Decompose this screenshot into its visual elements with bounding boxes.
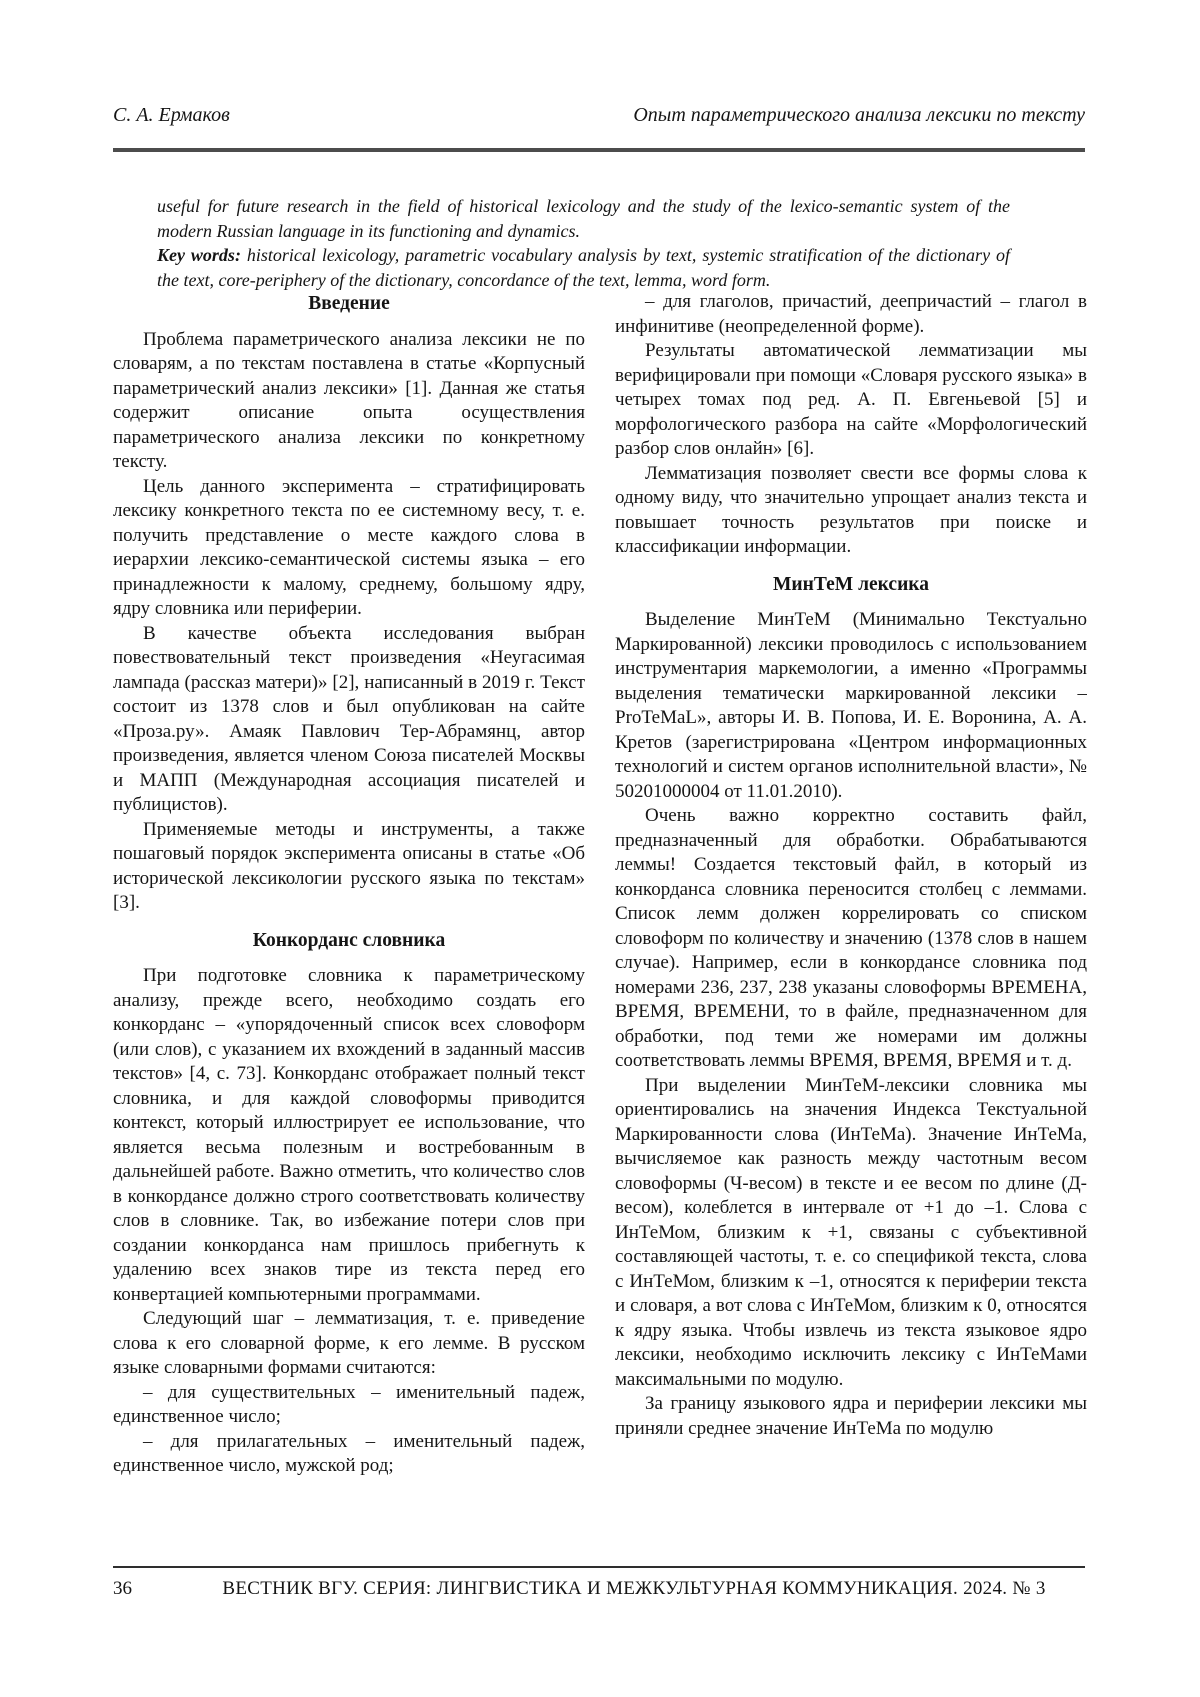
right-column xyxy=(615,290,1087,1476)
list-item-paragraph: – для существительных – именительный падеж, единственное число; xyxy=(113,1381,585,1427)
paragraph: Цель данного эксперимента – стратифицировать лексику конкретного текста по ее системному весу, т. е. получить представление о месте каждого слова в иерархии лексико-семантической системы языка – его принадлежности к малому, среднему, большому ядру, ядру словника или периферии. xyxy=(113,475,585,619)
abstract-block xyxy=(157,194,1010,292)
paragraph: Лемматизация позволяет свести все формы слова к одному виду, что значительно упрощает анализ текста и повышает точность результатов при поиске и классификации информации. xyxy=(615,462,1087,557)
paragraph: Применяемые методы и инструменты, а также пошаговый порядок эксперимента описаны в статье «Об исторической лексикологии русского языка по текстам» [3]. xyxy=(113,818,585,913)
keywords-paragraph xyxy=(157,243,1010,292)
abstract-continuation: useful for future research in the field of historical lexicology and the study of the lexico-semantic system of the modern Russian language in its functioning and dynamics. xyxy=(157,196,1010,241)
paragraph: При выделении МинТеМ-лексики словника мы ориентировались на значения Индекса Текстуальной Маркированности слова (ИнТеМа). Значение ИнТеМа, вычисляемое как разность между частотным весом словоформы (Ч-весом) в тексте и ее весом по длине (Д-весом), колеблется в интервале от +1 до –1. Слова с ИнТеМом, близким к +1, связаны с субъективной составляющей частоты, т. е. со спецификой текста, слова с ИнТеМом, близким к –1, относятся к периферии текста и словаря, а вот слова с ИнТеМом, близким к 0, относятся к ядру языка. Чтобы извлечь из текста языковое ядро лексики, необходимо исключить лексику с ИнТеМами максимальными по модулю. xyxy=(615,1074,1087,1390)
paragraph: Следующий шаг – лемматизация, т. е. приведение слова к его словарной форме, к его лемме. В русском языке словарными формами считаются: xyxy=(113,1308,585,1378)
keywords-label: Key words: xyxy=(157,245,241,265)
page-footer xyxy=(113,1578,1085,1600)
page-number: 36 xyxy=(113,1578,132,1599)
running-header xyxy=(113,104,1085,127)
two-column-body xyxy=(113,290,1087,1476)
list-item-paragraph: – для глаголов, причастий, деепричастий – глагол в инфинитиве (неопределенной форме). xyxy=(615,291,1087,337)
paragraph: Выделение МинТеМ (Минимально Текстуально Маркированной) лексики проводилось с использованием инструментария маркемологии, а именно «Программы выделения тематически маркированной лексики – ProTeMaL», авторы И. В. Попова, И. Е. Воронина, А. А. Кретов (зарегистрирована «Центром информационных технологий и систем органов исполнительной власти», № 50201000004 от 11.01.2010). xyxy=(615,609,1087,802)
paragraph: За границу языкового ядра и периферии лексики мы приняли среднее значение ИнТеМа по модулю xyxy=(615,1393,1087,1439)
list-item-paragraph: – для прилагательных – именительный падеж, единственное число, мужской род; xyxy=(113,1430,585,1476)
keywords-text: historical lexicology, parametric vocabulary analysis by text, systemic stratification of the dictionary of the text, core-periphery of the dictionary, concordance of the text, lemma, word form. xyxy=(157,245,1010,290)
header-running-title: Опыт параметрического анализа лексики по тексту xyxy=(633,104,1085,126)
section-heading-konkordans: Конкорданс словника xyxy=(252,929,446,951)
left-column xyxy=(113,290,585,1476)
paragraph: При подготовке словника к параметрическому анализу, прежде всего, необходимо создать его конкорданс – «упорядоченный список всех словоформ (или слов), с указанием их вхождений в заданный массив текстов» [4, с. 73]. Конкорданс отображает полный текст словника, и для каждой словоформы приводится контекст, который иллюстрирует ее использование, что является весьма полезным и востребованным в дальнейшей работе. Важно отметить, что количество слов в конкордансе должно строго соответствовать количеству слов в словнике. Так, во избежание потери слов при создании конкорданса нам пришлось прибегнуть к удалению всех знаков тире из текста перед его конвертацией компьютерными программами. xyxy=(113,965,585,1305)
paragraph: Очень важно корректно составить файл, предназначенный для обработки. Обрабатываются леммы! Создается текстовый файл, в который из конкорданса словника переносится столбец с леммами. Список лемм должен коррелировать со списком словоформ по количеству и значению (1378 слов в нашем случае). Например, если в конкордансе словника под номерами 236, 237, 238 указаны словоформы ВРЕМЕНА, ВРЕМЯ, ВРЕМЕНИ, то в файле, предназначенном для обработки, под теми же номерами им должны соответствовать леммы ВРЕМЯ, ВРЕМЯ, ВРЕМЯ и т. д. xyxy=(615,805,1087,1071)
paragraph: Результаты автоматической лемматизации мы верифицировали при помощи «Словаря русского языка» в четырех томах под ред. А. П. Евгеньевой [5] и морфологического разбора на сайте «Морфологический разбор слов онлайн» [6]. xyxy=(615,340,1087,459)
paragraph: Проблема параметрического анализа лексики не по словарям, а по текстам поставлена в статье «Корпусный параметрический анализ лексики» [1]. Данная же статья содержит описание опыта осуществления параметрического анализа лексики по конкретному тексту. xyxy=(113,328,585,472)
section-heading-mintem: МинТеМ лексика xyxy=(773,573,929,595)
footer-rule xyxy=(113,1566,1085,1568)
header-rule xyxy=(113,148,1085,152)
section-heading-vvedenie: Введение xyxy=(308,293,390,314)
paragraph: В качестве объекта исследования выбран повествовательный текст произведения «Неугасимая лампада (рассказ матери)» [2], написанный в 2019 г. Текст состоит из 1378 слов и был опубликован на сайте «Проза.ру». Амаяк Павлович Тер-Абрамянц, автор произведения, является членом Союза писателей Москвы и МАПП (Международная ассоциация писателей и публицистов). xyxy=(113,622,585,815)
header-author: С. А. Ермаков xyxy=(113,104,230,126)
journal-title-line: ВЕСТНИК ВГУ. СЕРИЯ: ЛИНГВИСТИКА И МЕЖКУЛЬТУРНАЯ КОММУНИКАЦИЯ. 2024. № 3 xyxy=(222,1578,1046,1599)
